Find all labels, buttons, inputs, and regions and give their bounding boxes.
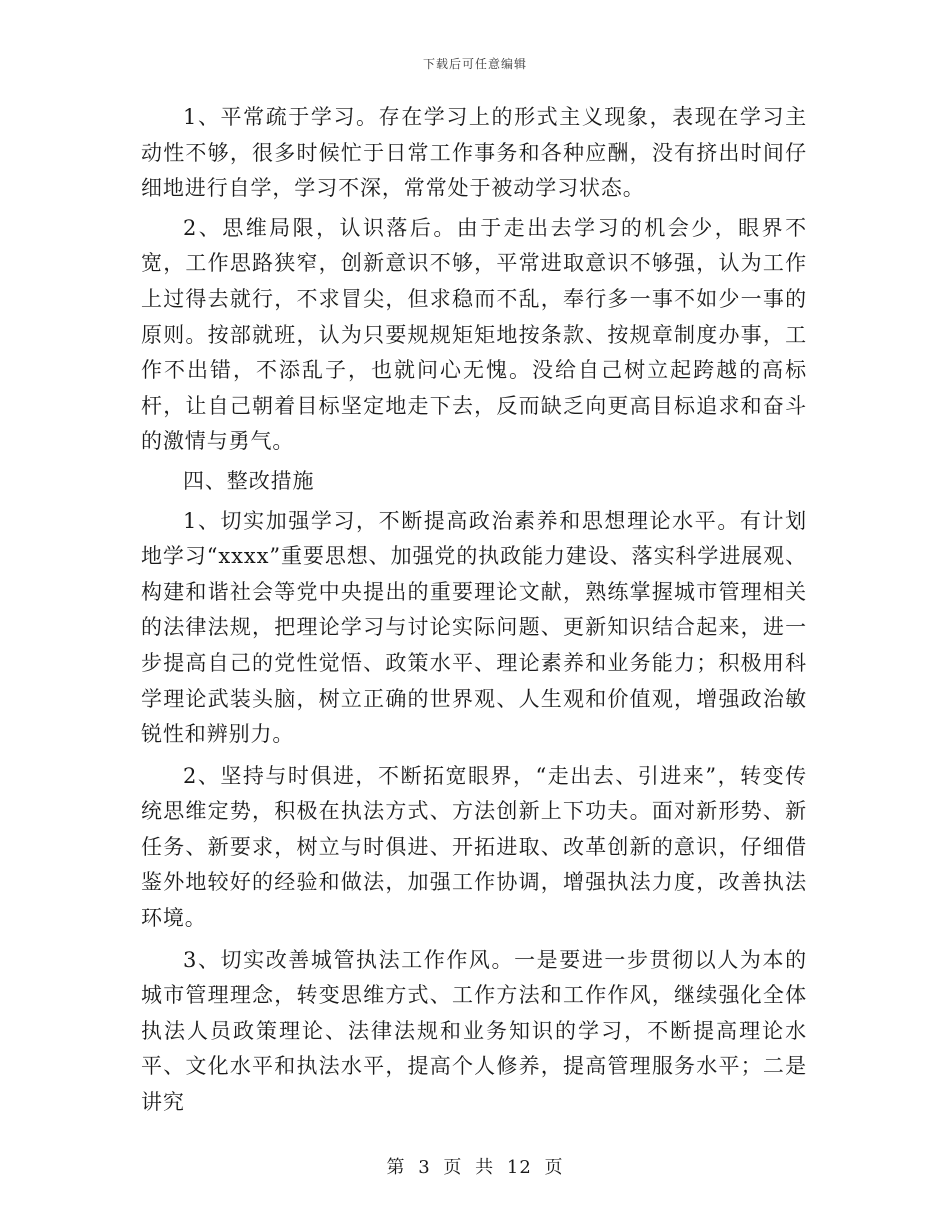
paragraph-thinking: 2、思维局限，认识落后。由于走出去学习的机会少，眼界不宽，工作思路狭窄，创新意识不够，平常进取意识不够强，认为工作上过得去就行，不求冒尖，但求稳而不乱，奉行多一事不如少一事的原则。按部就班，认为只要规规矩矩地按条款、按规章制度办事，工作不出错，不添乱子，也就问心无愧。没给自己树立起跨越的高标杆，让自己朝着目标坚定地走下去，反而缺乏向更高目标追求和奋斗的激情与勇气。: [141, 215, 807, 454]
paragraph-study: 1、平常疏于学习。存在学习上的形式主义现象，表现在学习主动性不够，很多时候忙于日常工作事务和各种应酬，没有挤出时间仔细地进行自学，学习不深，常常处于被动学习状态。: [141, 105, 807, 201]
page-mid: 页: [443, 1157, 463, 1178]
header-note: 下载后可任意编辑: [422, 57, 527, 71]
paragraph-measure-2: 2、坚持与时俱进，不断拓宽眼界，“走出去、引进来”，转变传统思维定势，积极在执法方式、方法创新上下功夫。面对新形势、新任务、新要求，树立与时俱进、开拓进取、改革创新的意识，仔细借鉴外地较好的经验和做法，加强工作协调，增强执法力度，改善执法环境。: [141, 763, 807, 931]
paragraph-measure-1: 1、切实加强学习，不断提高政治素养和思想理论水平。有计划地学习“xxxx”重要思想、加强党的执政能力建设、落实科学进展观、构建和谐社会等党中央提出的重要理论文献，熟练掌握城市管理相关的法律法规，把理论学习与讨论实际问题、更新知识结合起来，进一步提高自己的党性觉悟、政策水平、理论素养和业务能力；积极用科学理论武装头脑，树立正确的世界观、人生观和价值观，增强政治敏锐性和辨别力。: [141, 508, 807, 747]
page-total: 12: [506, 1157, 532, 1178]
page-prefix: 第: [386, 1157, 406, 1178]
page-number-footer: [0, 1153, 950, 1179]
document-body: [141, 100, 807, 1121]
page-current: 3: [418, 1157, 431, 1178]
page-suffix: 页: [544, 1157, 564, 1178]
section-heading-rectification: 四、整改措施: [183, 468, 315, 493]
page-total-prefix: 共: [475, 1157, 495, 1178]
paragraph-measure-3: 3、切实改善城管执法工作作风。一是要进一步贯彻以人为本的城市管理理念，转变思维方式、工作方法和工作作风，继续强化全体执法人员政策理论、法律法规和业务知识的学习，不断提高理论水平、文化水平和执法水平，提高个人修养，提高管理服务水平；二是讲究: [141, 947, 807, 1115]
